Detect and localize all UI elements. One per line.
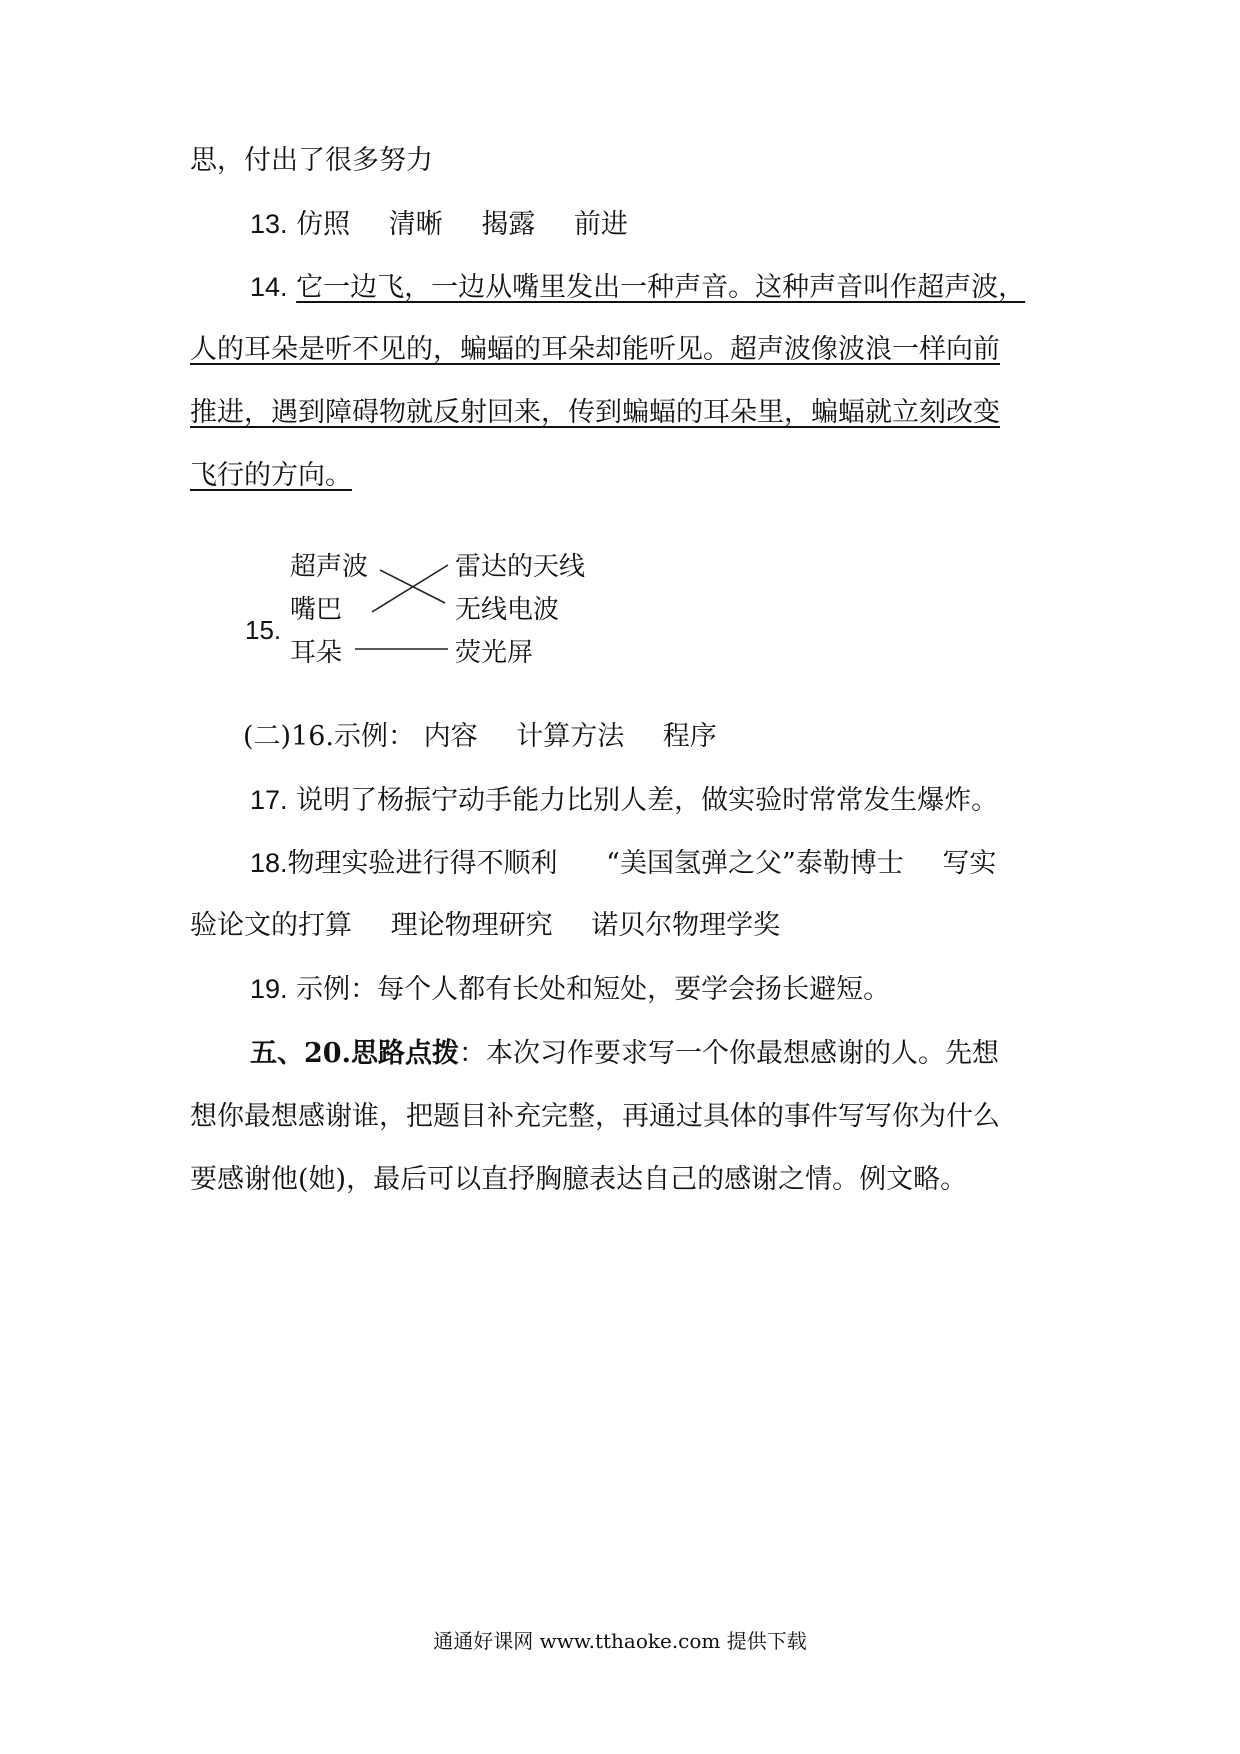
answer-19 [250,969,890,1010]
match-left-item: 耳朵 [290,638,343,668]
answer-text: 说明了杨振宁动手能力比别人差，做实验时常常发生爆炸。 [296,785,999,816]
match-right-item: 雷达的天线 [455,552,586,582]
question-number: 13. [250,209,288,239]
answer-item: 诺贝尔物理学奖 [591,910,781,941]
match-right-item: 荧光屏 [455,638,534,668]
answer-item: 仿照 [296,209,351,240]
match-right-item: 无线电波 [455,595,560,625]
answer-20-line-3: 要感谢他(她)，最后可以直抒胸臆表达自己的感谢之情。例文略。 [190,1164,968,1195]
answer-14-line-4: 飞行的方向。 [190,460,352,491]
match-left-item: 超声波 [290,552,369,582]
answer-item: 清晰 [388,209,443,240]
answer-item: 验论文的打算 [190,910,352,941]
matching-lines [0,0,1240,720]
answer-20-line-1 [250,1034,999,1074]
answer-label: 五、20.思路点拨 [250,1038,459,1069]
question-number: 15. [245,615,282,645]
answer-item: 揭露 [481,209,536,240]
answer-18-line-1 [250,843,996,884]
continued-line: 思，付出了很多努力 [190,145,433,176]
answer-item: “美国氢弹之父”泰勒博士 [606,848,904,879]
answer-17 [250,780,998,821]
question-number: 19. [250,974,288,1004]
answer-item: 前进 [573,209,628,240]
answer-item: 写实 [942,848,997,879]
match-left-item: 嘴巴 [290,595,343,625]
answer-18-line-2 [190,906,780,946]
question-number: 17. [250,785,288,815]
answer-item: 程序 [662,721,717,752]
answer-14-line-2: 人的耳朵是听不见的，蝙蝠的耳朵却能听见。超声波像波浪一样向前 [190,334,1000,365]
answer-item: 理论物理研究 [390,910,553,941]
question-number: 14. [250,272,288,302]
underlined-text: 它一边飞，一边从嘴里发出一种声音。这种声音叫作超声波， [296,272,1026,303]
answer-16 [243,717,717,757]
question-number: 18. [250,848,288,878]
answer-text: 示例：每个人都有长处和短处，要学会扬长避短。 [296,974,891,1005]
page-footer: 通通好课网 www.tthaoke.com 提供下载 [433,1629,807,1653]
answer-item: 物理实验进行得不顺利 [287,848,558,879]
answer-item: 计算方法 [516,721,625,752]
answer-prefix: (二)16.示例： [243,721,416,752]
answer-item: 内容 [423,721,478,752]
answer-text: ：本次习作要求写一个你最想感谢的人。先想 [458,1038,999,1069]
answer-14-line-3: 推进，遇到障碍物就反射回来，传到蝙蝠的耳朵里，蝙蝠就立刻改变 [190,397,1000,428]
answer-20-line-2: 想你最想感谢谁，把题目补充完整，再通过具体的事件写写你为什么 [190,1101,1000,1132]
